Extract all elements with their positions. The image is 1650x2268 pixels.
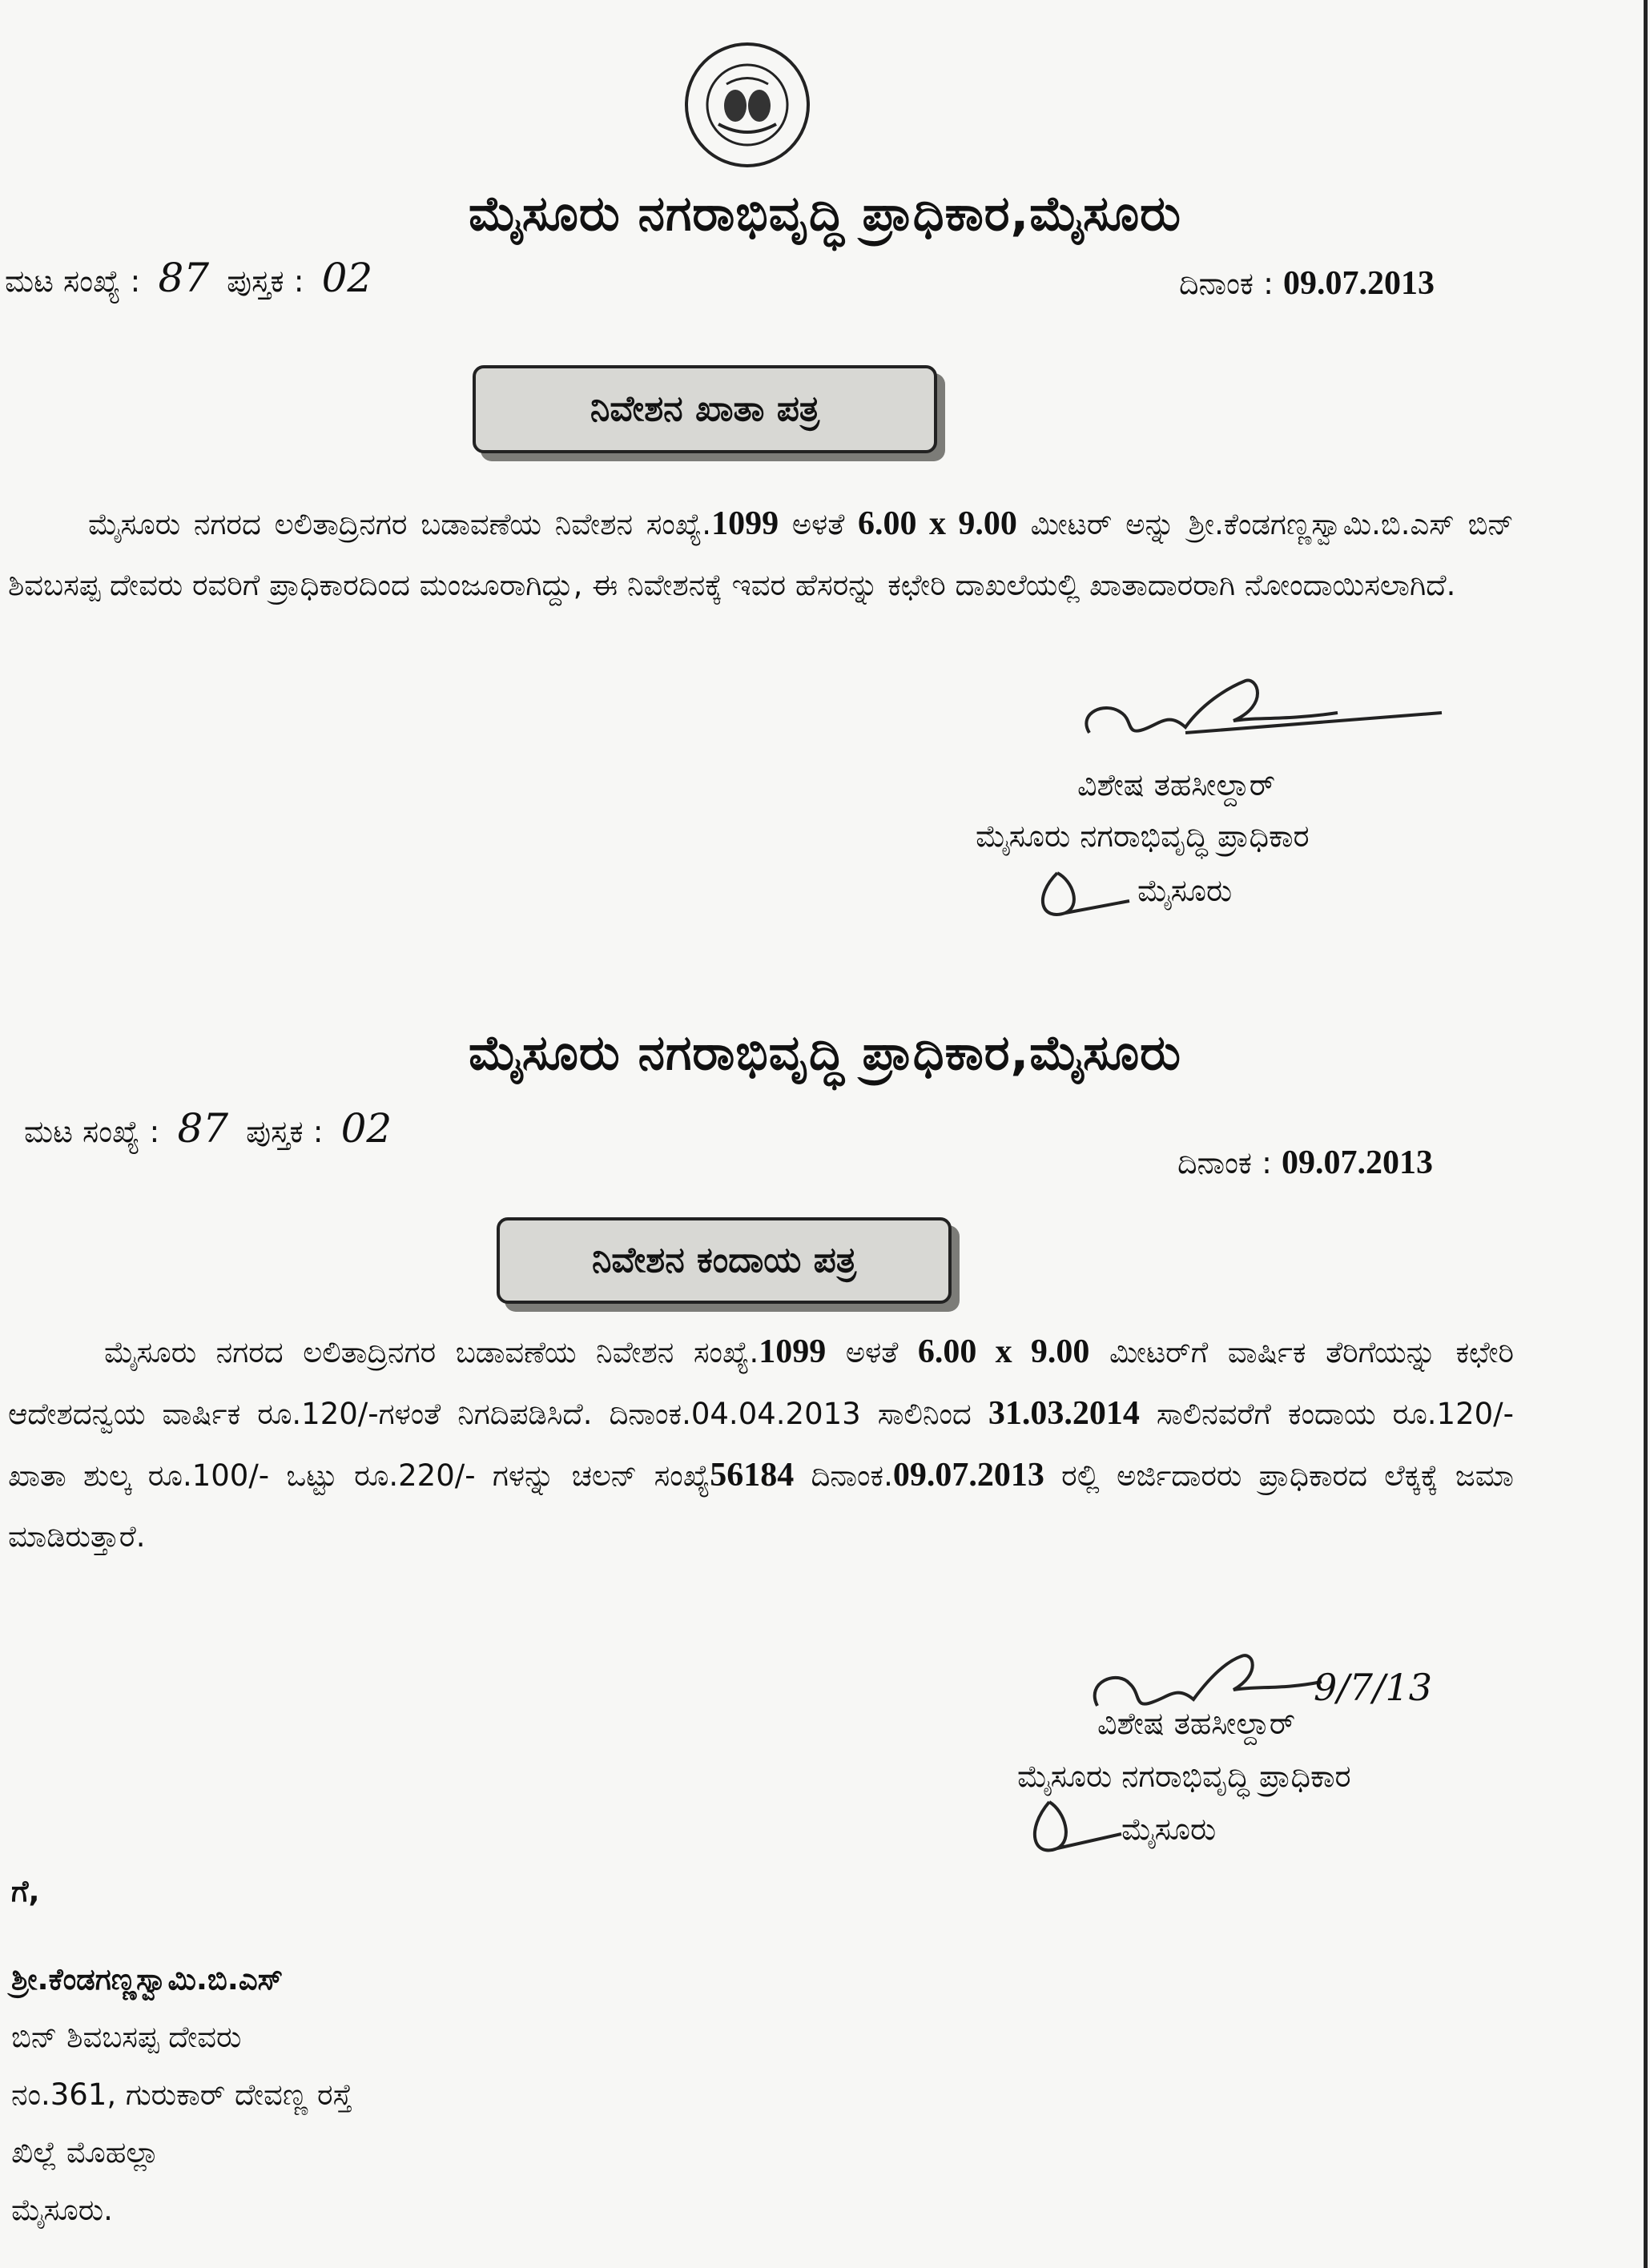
body-text: ಮೀಟರ್ ಅನ್ನು ಶ್ರೀ.ಕೆಂಡಗಣ್ಣಸ್ವಾಮಿ.ಬಿ.ಎಸ್ ಬಿನ್ ಶಿವಬಸಪ್ಪ ದೇವರು ರವರಿಗೆ ಪ್ರಾಧಿಕಾರದಿಂದ ಮಂಜೂರಾಗಿದ್ದು, ಈ ನಿವೇಶನಕ್ಕೆ ಇವರ ಹೆಸರನ್ನು ಕಛೇರಿ ದಾಖಲೆಯಲ್ಲಿ ಖಾತಾದಾರರಾಗಿ ನೋಂದಾಯಿಸಲಾಗಿದೆ. <box>8 507 1515 602</box>
page-label: ಮಟ ಸಂಖ್ಯೆ : <box>24 1114 160 1149</box>
body-text: ಮೈಸೂರು ನಗರದ ಲಲಿತಾದ್ರಿನಗರ ಬಡಾವಣೆಯ ನಿವೇಶನ ಸಂಖ್ಯೆ. <box>88 507 712 541</box>
section1-title-box <box>473 365 937 453</box>
recipient-to: ಗೆ, <box>11 1874 40 1908</box>
book-label: ಪುಸ್ತಕ : <box>227 263 304 299</box>
page-label: ಮಟ ಸಂಖ್ಯೆ : <box>5 263 141 299</box>
section1-signatory-city: ಮೈಸೂರು <box>1137 873 1233 908</box>
date-value: 09.07.2013 <box>1283 265 1435 302</box>
section2-heading: ಮೈಸೂರು ನಗರಾಭಿವೃದ್ಧಿ ಪ್ರಾಧಿಕಾರ,ಮೈಸೂರು <box>469 1025 1181 1081</box>
challan-number: 56184 <box>710 1457 795 1494</box>
body-text: ದಿನಾಂಕ. <box>794 1458 893 1493</box>
recipient-address <box>11 1951 352 2239</box>
section1-body <box>8 493 1514 616</box>
body-text: ರಲ್ಲಿ ಅರ್ಜಿದಾರರು ಪ್ರಾಧಿಕಾರದ ಲೆಕ್ಕಕ್ಕೆ ಜಮಾ ಮಾಡಿರುತ್ತಾರೆ. <box>8 1458 1514 1554</box>
signature-1 <box>1073 657 1450 769</box>
section2-signatory-office: ಮೈಸೂರು ನಗರಾಭಿವೃದ್ಧಿ ಪ್ರಾಧಿಕಾರ <box>1017 1759 1351 1794</box>
initial-mark-1 <box>1025 865 1137 929</box>
date-label: ದಿನಾಂಕ : <box>1179 266 1274 301</box>
section2-title: ನಿವೇಶನ ಕಂದಾಯ ಪತ್ರ <box>591 1240 857 1281</box>
recipient-locality: ಖಿಲ್ಲೆ ಮೊಹಲ್ಲಾ <box>11 2135 159 2169</box>
date-label: ದಿನಾಂಕ : <box>1177 1145 1272 1180</box>
site-dimensions: 6.00 x 9.00 <box>858 505 1017 542</box>
section2-title-box <box>497 1217 952 1304</box>
section1-date-line <box>1179 264 1435 303</box>
section2-signatory-city: ಮೈಸೂರು <box>1121 1812 1217 1847</box>
authority-seal-icon <box>682 40 812 170</box>
book-number: 02 <box>321 255 373 301</box>
book-number: 02 <box>340 1105 392 1152</box>
section2-page-book-line <box>24 1105 400 1152</box>
body-text: ಮೀಟರ್‌ಗೆ ವಾರ್ಷಿಕ ತೆರಿಗೆಯನ್ನು ಕಛೇರಿ ಆದೇಶದನ್ವಯ ವಾರ್ಷಿಕ ರೂ.120/-ಗಳಂತೆ ನಿಗದಿಪಡಿಸಿದೆ. ದಿನಾಂಕ.04.04.2013 ಸಾಲಿನಿಂದ <box>8 1335 1515 1431</box>
body-text: ಅಳತೆ <box>826 1335 918 1369</box>
recipient-street: ನಂ.361, ಗುರುಕಾರ್ ದೇವಣ್ಣ ರಸ್ತೆ <box>11 2077 352 2112</box>
recipient-name: ಶ್ರೀ.ಕೆಂಡಗಣ್ಣಸ್ವಾಮಿ.ಬಿ.ಎಸ್ <box>11 1962 284 1997</box>
section1-signatory-designation: ವಿಶೇಷ ತಹಸೀಲ್ದಾರ್ <box>1077 767 1276 802</box>
signature-2-date: 9/7/13 <box>1314 1666 1433 1709</box>
section1-title: ನಿವೇಶನ ಖಾತಾ ಪತ್ರ <box>590 388 820 429</box>
book-label: ಪುಸ್ತಕ : <box>246 1114 324 1149</box>
page-number: 87 <box>177 1105 229 1152</box>
recipient-father: ಬಿನ್ ಶಿವಬಸಪ್ಪ ದೇವರು <box>11 2020 242 2054</box>
end-date: 31.03.2014 <box>988 1395 1140 1432</box>
body-text: ಮೈಸೂರು ನಗರದ ಲಲಿತಾದ್ರಿನಗರ ಬಡಾವಣೆಯ ನಿವೇಶನ ಸಂಖ್ಯೆ. <box>104 1335 759 1369</box>
site-dimensions: 6.00 x 9.00 <box>917 1333 1090 1370</box>
section1-page-book-line <box>5 255 380 301</box>
section2-date-line <box>1177 1144 1433 1182</box>
recipient-city: ಮೈಸೂರು. <box>11 2193 113 2227</box>
site-number: 1099 <box>759 1333 827 1370</box>
page-edge-line <box>1644 0 1648 2268</box>
challan-date: 09.07.2013 <box>892 1457 1044 1494</box>
initial-mark-2 <box>1017 1794 1129 1866</box>
section2-signatory-designation: ವಿಶೇಷ ತಹಸೀಲ್ದಾರ್ <box>1097 1706 1296 1741</box>
page-number: 87 <box>158 255 210 301</box>
date-value: 09.07.2013 <box>1282 1144 1433 1181</box>
site-number: 1099 <box>711 505 779 542</box>
section1-signatory-office: ಮೈಸೂರು ನಗರಾಭಿವೃದ್ಧಿ ಪ್ರಾಧಿಕಾರ <box>976 818 1310 854</box>
section2-body <box>8 1321 1514 1567</box>
section1-heading: ಮೈಸೂರು ನಗರಾಭಿವೃದ್ಧಿ ಪ್ರಾಧಿಕಾರ,ಮೈಸೂರು <box>469 186 1181 242</box>
body-text: ಸಾಲಿನವರೆಗೆ ಕಂದಾಯ ರೂ.120/- ಖಾತಾ ಶುಲ್ಕ ರೂ.100/- ಒಟ್ಟು ರೂ.220/- ಗಳನ್ನು ಚಲನ್ ಸಂಖ್ಯೆ <box>8 1397 1514 1493</box>
body-text: ಅಳತೆ <box>779 507 859 541</box>
